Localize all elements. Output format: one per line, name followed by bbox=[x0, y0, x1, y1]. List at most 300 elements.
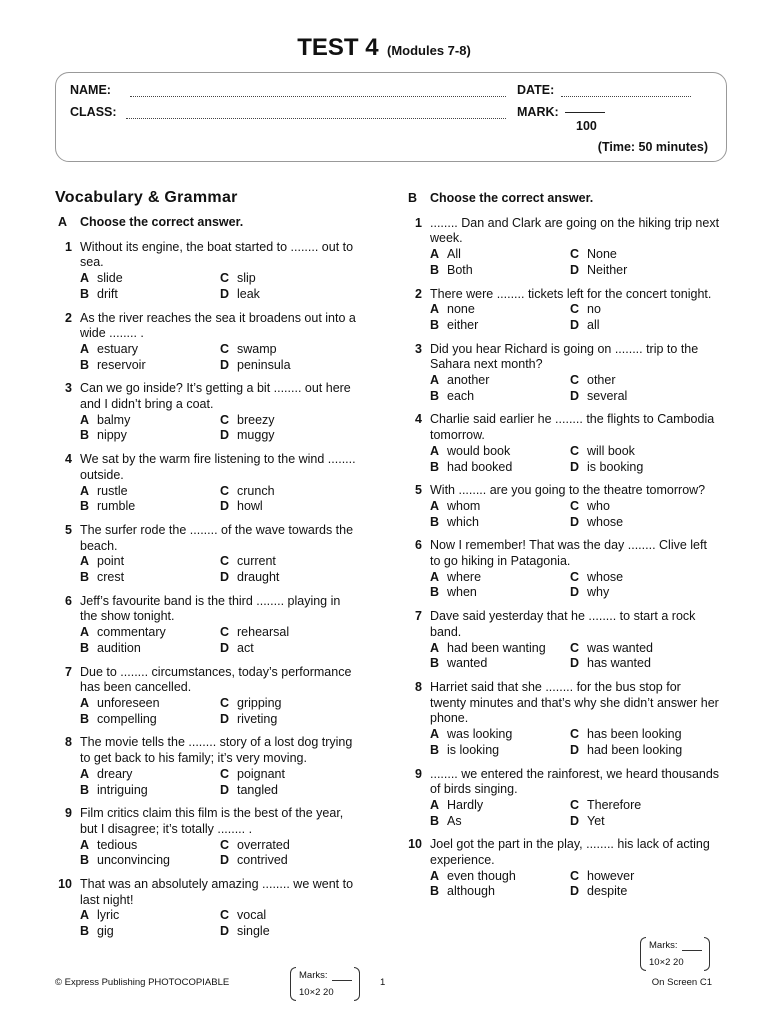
answer-option[interactable] bbox=[80, 783, 220, 799]
name-field[interactable] bbox=[130, 95, 506, 97]
question bbox=[408, 342, 720, 405]
option-letter: C bbox=[220, 341, 230, 356]
answer-option[interactable] bbox=[430, 318, 570, 334]
answer-option[interactable] bbox=[430, 302, 570, 318]
answer-option[interactable] bbox=[80, 342, 220, 358]
answer-option[interactable] bbox=[80, 413, 220, 429]
question-text: The movie tells the ........ story of a lost dog trying to get back to his family; it’s very moving. bbox=[80, 735, 353, 766]
answer-option[interactable] bbox=[570, 263, 720, 279]
answer-option[interactable] bbox=[80, 908, 220, 924]
option-letter: D bbox=[220, 640, 230, 655]
question-number: 5 bbox=[415, 483, 422, 498]
option-text: despite bbox=[587, 884, 628, 899]
marks-field[interactable] bbox=[682, 950, 702, 951]
answer-option[interactable] bbox=[220, 783, 370, 799]
option-text: even though bbox=[447, 868, 516, 883]
option-text: current bbox=[237, 554, 276, 569]
answer-option[interactable] bbox=[570, 727, 720, 743]
question-text: The surfer rode the ........ of the wave towards the beach. bbox=[80, 522, 354, 553]
option-text: either bbox=[447, 317, 479, 332]
question-text: Due to ........ circumstances, today’s performance has been cancelled. bbox=[80, 664, 352, 695]
option-text: slip bbox=[237, 271, 256, 286]
option-text: compelling bbox=[97, 711, 157, 726]
marks-field[interactable] bbox=[332, 980, 352, 981]
footer-copyright: © Express Publishing PHOTOCOPIABLE bbox=[55, 977, 230, 988]
student-info-box bbox=[55, 72, 727, 162]
answer-option[interactable] bbox=[570, 515, 720, 531]
question-text: Dave said yesterday that he ........ to start a rock band. bbox=[430, 609, 696, 639]
question-text: Without its engine, the boat started to ........ out to sea. bbox=[80, 239, 354, 270]
option-letter: D bbox=[570, 742, 580, 757]
answer-option[interactable] bbox=[570, 389, 720, 405]
marks-label: Marks: bbox=[649, 940, 678, 951]
question bbox=[58, 381, 358, 444]
answer-option[interactable] bbox=[430, 389, 570, 405]
answer-option[interactable] bbox=[220, 484, 370, 500]
option-letter: A bbox=[430, 373, 440, 388]
option-text: intriguing bbox=[97, 782, 148, 797]
answer-option[interactable] bbox=[220, 271, 370, 287]
option-letter: D bbox=[220, 711, 230, 726]
option-text: single bbox=[237, 924, 270, 939]
question-number: 5 bbox=[65, 522, 72, 537]
option-letter: B bbox=[430, 459, 440, 474]
answer-option[interactable] bbox=[570, 444, 720, 460]
option-letter: B bbox=[430, 262, 440, 277]
option-letter: D bbox=[570, 585, 580, 600]
answer-option[interactable] bbox=[430, 656, 570, 672]
part-a-instruction-text: Choose the correct answer. bbox=[80, 215, 244, 229]
answer-option[interactable] bbox=[80, 853, 220, 869]
marks-box-part-a bbox=[290, 967, 360, 1001]
option-text: although bbox=[447, 884, 495, 899]
option-letter: D bbox=[570, 388, 580, 403]
option-text: was looking bbox=[447, 727, 513, 742]
option-text: who bbox=[587, 498, 610, 513]
option-text: nippy bbox=[97, 428, 127, 443]
question-number: 8 bbox=[415, 679, 422, 694]
option-text: contrived bbox=[237, 853, 288, 868]
section-title: Vocabulary & Grammar bbox=[55, 189, 238, 206]
option-letter: C bbox=[570, 569, 580, 584]
answer-option[interactable] bbox=[220, 853, 370, 869]
class-label: CLASS: bbox=[70, 105, 117, 119]
marks-denominator: 10×2 20 bbox=[649, 957, 684, 968]
question-text: Film critics claim this film is the best of the year, but I disagree; it’s totally ........ . bbox=[80, 806, 344, 836]
answer-option[interactable] bbox=[570, 460, 720, 476]
answer-option[interactable] bbox=[430, 499, 570, 515]
option-letter: B bbox=[80, 711, 90, 726]
answer-option[interactable] bbox=[430, 884, 570, 900]
option-text: poignant bbox=[237, 766, 285, 781]
answer-option[interactable] bbox=[430, 247, 570, 263]
answer-options bbox=[80, 271, 358, 302]
answer-options bbox=[430, 570, 720, 601]
test-title-main: TEST 4 bbox=[297, 34, 379, 61]
option-text: tangled bbox=[237, 782, 279, 797]
option-text: riveting bbox=[237, 711, 278, 726]
answer-options bbox=[430, 444, 720, 475]
answer-option[interactable] bbox=[220, 413, 370, 429]
option-text: why bbox=[587, 585, 610, 600]
answer-option[interactable] bbox=[570, 798, 720, 814]
option-text: tedious bbox=[97, 837, 138, 852]
option-text: several bbox=[587, 388, 628, 403]
answer-options bbox=[80, 413, 358, 444]
question-text: Jeff’s favourite band is the third ........ playing in the show tonight. bbox=[80, 593, 341, 624]
answer-option[interactable] bbox=[220, 838, 370, 854]
question-number: 7 bbox=[415, 609, 422, 624]
question bbox=[58, 311, 358, 374]
answer-options bbox=[430, 727, 720, 758]
question bbox=[58, 806, 358, 869]
test-title-modules: (Modules 7-8) bbox=[387, 43, 471, 58]
option-letter: A bbox=[430, 247, 440, 262]
option-letter: A bbox=[80, 695, 90, 710]
class-field[interactable] bbox=[126, 117, 506, 119]
question-text: Did you hear Richard is going on ........ trip to the Sahara next month? bbox=[430, 341, 699, 372]
option-text: slide bbox=[97, 271, 123, 286]
question-text: ........ we entered the rainforest, we heard thousands of birds singing. bbox=[430, 766, 720, 797]
answer-option[interactable] bbox=[570, 373, 720, 389]
mark-field[interactable] bbox=[565, 112, 605, 113]
option-text: whom bbox=[447, 498, 481, 513]
option-text: all bbox=[587, 317, 600, 332]
option-text: vocal bbox=[237, 908, 267, 923]
option-text: Hardly bbox=[447, 797, 484, 812]
option-letter: B bbox=[430, 514, 440, 529]
option-letter: D bbox=[570, 656, 580, 671]
option-letter: A bbox=[430, 640, 440, 655]
answer-option[interactable] bbox=[220, 499, 370, 515]
option-text: overrated bbox=[237, 837, 290, 852]
answer-option[interactable] bbox=[220, 712, 370, 728]
answer-option[interactable] bbox=[80, 570, 220, 586]
option-text: has been looking bbox=[587, 727, 682, 742]
answer-options bbox=[80, 625, 358, 656]
answer-option[interactable] bbox=[80, 484, 220, 500]
option-text: reservoir bbox=[97, 357, 146, 372]
option-letter: B bbox=[430, 585, 440, 600]
part-b-instruction-text: Choose the correct answer. bbox=[430, 191, 594, 205]
answer-option[interactable] bbox=[570, 814, 720, 830]
question bbox=[408, 412, 720, 475]
option-letter: A bbox=[80, 483, 90, 498]
option-letter: D bbox=[220, 782, 230, 797]
option-text: commentary bbox=[97, 625, 166, 640]
question-text: Charlie said earlier he ........ the flights to Cambodia tomorrow. bbox=[430, 412, 715, 443]
mark-label: MARK: bbox=[517, 105, 559, 119]
answer-option[interactable] bbox=[430, 460, 570, 476]
marks-label: Marks: bbox=[299, 970, 328, 981]
answer-option[interactable] bbox=[220, 641, 370, 657]
option-letter: C bbox=[570, 797, 580, 812]
question-number: 10 bbox=[58, 877, 72, 892]
option-letter: C bbox=[570, 640, 580, 655]
option-text: peninsula bbox=[237, 357, 291, 372]
question bbox=[408, 287, 720, 334]
answer-option[interactable] bbox=[430, 641, 570, 657]
question-number: 3 bbox=[65, 381, 72, 396]
option-letter: D bbox=[570, 813, 580, 828]
answer-option[interactable] bbox=[430, 798, 570, 814]
answer-option[interactable] bbox=[80, 554, 220, 570]
answer-option[interactable] bbox=[80, 641, 220, 657]
option-letter: B bbox=[80, 286, 90, 301]
option-text: rustle bbox=[97, 483, 128, 498]
answer-option[interactable] bbox=[430, 263, 570, 279]
option-letter: A bbox=[80, 271, 90, 286]
option-letter: A bbox=[80, 554, 90, 569]
option-letter: C bbox=[570, 868, 580, 883]
option-letter: D bbox=[570, 884, 580, 899]
answer-option[interactable] bbox=[80, 712, 220, 728]
answer-option[interactable] bbox=[220, 287, 370, 303]
option-text: muggy bbox=[237, 428, 275, 443]
question bbox=[408, 216, 720, 279]
option-text: swamp bbox=[237, 341, 277, 356]
option-text: dreary bbox=[97, 766, 133, 781]
option-letter: D bbox=[570, 262, 580, 277]
part-b-letter: B bbox=[408, 191, 418, 205]
option-letter: B bbox=[80, 640, 90, 655]
answer-option[interactable] bbox=[80, 924, 220, 940]
test-title bbox=[0, 34, 768, 62]
option-text: Neither bbox=[587, 262, 628, 277]
question-text: We sat by the warm fire listening to the wind ........ outside. bbox=[80, 452, 356, 482]
answer-options bbox=[430, 641, 720, 672]
question-number: 4 bbox=[415, 412, 422, 427]
answer-option[interactable] bbox=[220, 908, 370, 924]
part-a bbox=[58, 215, 358, 948]
answer-options bbox=[80, 838, 358, 869]
answer-option[interactable] bbox=[80, 428, 220, 444]
option-letter: A bbox=[430, 302, 440, 317]
question-number: 3 bbox=[415, 341, 422, 356]
question bbox=[408, 609, 720, 672]
answer-option[interactable] bbox=[570, 499, 720, 515]
option-text: estuary bbox=[97, 341, 138, 356]
answer-option[interactable] bbox=[570, 585, 720, 601]
option-letter: B bbox=[430, 742, 440, 757]
question bbox=[58, 735, 358, 798]
question-number: 9 bbox=[415, 766, 422, 781]
question-text: As the river reaches the sea it broadens out into a wide ........ . bbox=[80, 310, 356, 341]
option-letter: C bbox=[220, 695, 230, 710]
answer-option[interactable] bbox=[570, 743, 720, 759]
option-letter: A bbox=[80, 908, 90, 923]
option-letter: A bbox=[430, 569, 440, 584]
option-letter: A bbox=[430, 498, 440, 513]
option-text: point bbox=[97, 554, 125, 569]
option-letter: D bbox=[220, 428, 230, 443]
answer-option[interactable] bbox=[80, 696, 220, 712]
question bbox=[58, 240, 358, 303]
question-text: That was an absolutely amazing ........ we went to last night! bbox=[80, 877, 354, 907]
option-letter: D bbox=[220, 570, 230, 585]
answer-option[interactable] bbox=[570, 656, 720, 672]
marks-denominator: 10×2 20 bbox=[299, 987, 334, 998]
question-text: There were ........ tickets left for the concert tonight. bbox=[430, 286, 712, 301]
option-text: drift bbox=[97, 286, 118, 301]
option-letter: B bbox=[430, 388, 440, 403]
option-letter: C bbox=[220, 908, 230, 923]
option-letter: C bbox=[570, 247, 580, 262]
part-b-instruction bbox=[408, 191, 720, 207]
option-text: crest bbox=[97, 570, 125, 585]
answer-option[interactable] bbox=[570, 570, 720, 586]
option-letter: A bbox=[80, 837, 90, 852]
answer-option[interactable] bbox=[430, 814, 570, 830]
option-letter: C bbox=[220, 766, 230, 781]
option-letter: A bbox=[430, 727, 440, 742]
footer-book-title: On Screen C1 bbox=[651, 977, 712, 988]
option-text: unconvincing bbox=[97, 853, 170, 868]
answer-options bbox=[430, 373, 720, 404]
date-field[interactable] bbox=[561, 95, 691, 97]
option-letter: B bbox=[430, 656, 440, 671]
answer-option[interactable] bbox=[80, 767, 220, 783]
question bbox=[58, 523, 358, 586]
answer-option[interactable] bbox=[220, 570, 370, 586]
option-text: when bbox=[447, 585, 477, 600]
option-letter: A bbox=[80, 341, 90, 356]
option-text: another bbox=[447, 373, 490, 388]
option-text: audition bbox=[97, 640, 141, 655]
option-letter: A bbox=[430, 868, 440, 883]
option-letter: C bbox=[220, 271, 230, 286]
answer-option[interactable] bbox=[220, 625, 370, 641]
answer-option[interactable] bbox=[430, 444, 570, 460]
option-text: is booking bbox=[587, 459, 644, 474]
option-text: would book bbox=[447, 443, 511, 458]
answer-option[interactable] bbox=[80, 358, 220, 374]
question bbox=[408, 837, 720, 900]
question-number: 9 bbox=[65, 806, 72, 821]
answer-option[interactable] bbox=[570, 247, 720, 263]
name-label: NAME: bbox=[70, 83, 111, 97]
option-text: has wanted bbox=[587, 656, 651, 671]
option-text: had been wanting bbox=[447, 640, 546, 655]
option-text: None bbox=[587, 247, 617, 262]
answer-option[interactable] bbox=[430, 373, 570, 389]
option-text: no bbox=[587, 302, 601, 317]
part-b bbox=[408, 191, 720, 908]
answer-option[interactable] bbox=[430, 869, 570, 885]
option-text: howl bbox=[237, 499, 263, 514]
answer-option[interactable] bbox=[570, 869, 720, 885]
option-letter: C bbox=[570, 498, 580, 513]
option-letter: C bbox=[570, 302, 580, 317]
question-number: 4 bbox=[65, 452, 72, 467]
answer-option[interactable] bbox=[80, 838, 220, 854]
option-letter: A bbox=[80, 412, 90, 427]
answer-option[interactable] bbox=[430, 515, 570, 531]
answer-options bbox=[430, 798, 720, 829]
answer-option[interactable] bbox=[220, 554, 370, 570]
answer-option[interactable] bbox=[80, 287, 220, 303]
answer-options bbox=[430, 302, 720, 333]
option-letter: B bbox=[80, 924, 90, 939]
answer-option[interactable] bbox=[220, 358, 370, 374]
option-text: gripping bbox=[237, 695, 282, 710]
option-text: which bbox=[447, 514, 479, 529]
option-letter: B bbox=[80, 782, 90, 797]
option-letter: D bbox=[570, 317, 580, 332]
option-text: gig bbox=[97, 924, 114, 939]
option-letter: D bbox=[220, 357, 230, 372]
option-letter: B bbox=[430, 317, 440, 332]
option-letter: D bbox=[220, 853, 230, 868]
answer-option[interactable] bbox=[80, 499, 220, 515]
option-text: unforeseen bbox=[97, 695, 160, 710]
option-text: none bbox=[447, 302, 475, 317]
option-letter: B bbox=[80, 570, 90, 585]
option-letter: C bbox=[220, 554, 230, 569]
answer-option[interactable] bbox=[430, 727, 570, 743]
question-number: 7 bbox=[65, 664, 72, 679]
question bbox=[408, 680, 720, 759]
option-text: had booked bbox=[447, 459, 513, 474]
time-limit: (Time: 50 minutes) bbox=[597, 140, 708, 154]
option-letter: B bbox=[430, 813, 440, 828]
option-text: each bbox=[447, 388, 475, 403]
option-text: draught bbox=[237, 570, 280, 585]
option-letter: D bbox=[570, 514, 580, 529]
option-text: had been looking bbox=[587, 742, 683, 757]
option-letter: D bbox=[570, 459, 580, 474]
answer-option[interactable] bbox=[430, 585, 570, 601]
answer-option[interactable] bbox=[570, 884, 720, 900]
option-text: was wanted bbox=[587, 640, 654, 655]
marks-box-part-b bbox=[640, 937, 710, 971]
option-letter: C bbox=[220, 625, 230, 640]
answer-options bbox=[80, 484, 358, 515]
option-text: where bbox=[447, 569, 482, 584]
option-letter: B bbox=[80, 499, 90, 514]
answer-option[interactable] bbox=[220, 428, 370, 444]
option-text: Yet bbox=[587, 813, 605, 828]
answer-option[interactable] bbox=[570, 318, 720, 334]
part-a-letter: A bbox=[58, 215, 68, 229]
answer-option[interactable] bbox=[220, 696, 370, 712]
answer-option[interactable] bbox=[80, 625, 220, 641]
mark-total: 100 bbox=[576, 119, 597, 133]
answer-option[interactable] bbox=[570, 641, 720, 657]
answer-options bbox=[80, 554, 358, 585]
option-letter: A bbox=[430, 443, 440, 458]
answer-option[interactable] bbox=[80, 271, 220, 287]
option-letter: C bbox=[570, 373, 580, 388]
answer-option[interactable] bbox=[220, 924, 370, 940]
option-text: leak bbox=[237, 286, 260, 301]
option-letter: A bbox=[430, 797, 440, 812]
option-text: however bbox=[587, 868, 635, 883]
answer-option[interactable] bbox=[570, 302, 720, 318]
option-letter: C bbox=[220, 412, 230, 427]
footer-page-number: 1 bbox=[380, 977, 386, 988]
question bbox=[408, 483, 720, 530]
answer-option[interactable] bbox=[430, 570, 570, 586]
option-letter: C bbox=[220, 837, 230, 852]
answer-option[interactable] bbox=[430, 743, 570, 759]
date-label: DATE: bbox=[517, 83, 555, 97]
question-text: With ........ are you going to the theatre tomorrow? bbox=[430, 483, 706, 498]
answer-options bbox=[80, 696, 358, 727]
option-text: will book bbox=[587, 443, 635, 458]
answer-option[interactable] bbox=[220, 767, 370, 783]
answer-option[interactable] bbox=[220, 342, 370, 358]
